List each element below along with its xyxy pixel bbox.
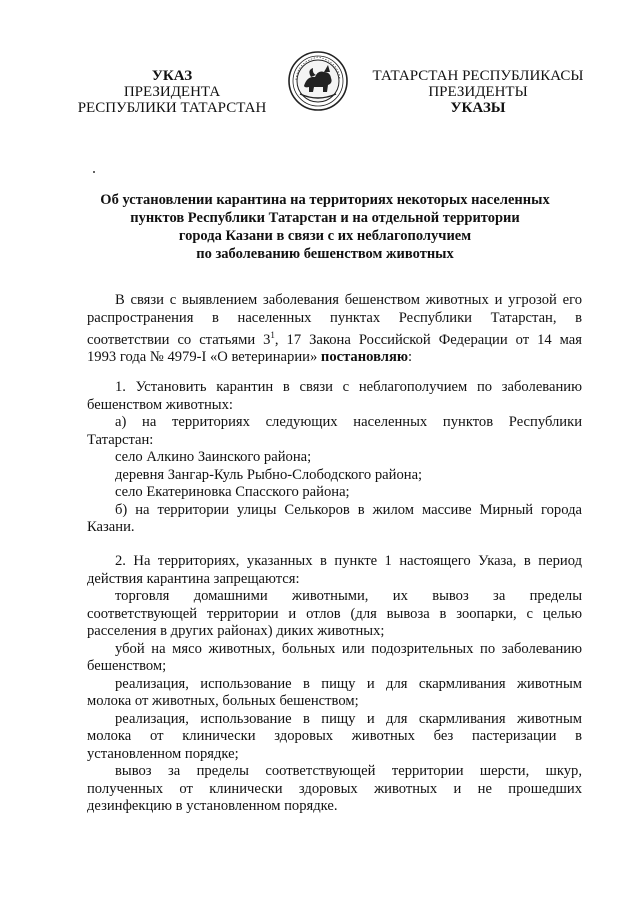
header-left-line2: ПРЕЗИДЕНТА (123, 84, 221, 100)
header-right (363, 68, 593, 116)
item2-p3-line2: молока от животных, больных бешенством; (87, 693, 359, 709)
preamble-line2: распространения в населенных пунктах Республики Татарстан, в (87, 309, 582, 326)
item2-p5-line1: вывоз за пределы соответствующей территории шерсти, шкур, (115, 763, 582, 779)
item2-p1-line1: торговля домашними животными, их вывоз за пределы (115, 588, 582, 604)
preamble-line3-b: , 17 Закона Российской Федерации от 14 мая (274, 331, 582, 348)
item2-p4-line3: установленном порядке; (87, 745, 239, 762)
header-left-line1: УКАЗ (151, 68, 193, 84)
item1-place1: село Алкино Заинского района; (115, 449, 312, 465)
title-line3: города Казани в связи с их неблагополучием (178, 228, 472, 244)
item2-p3-line1: реализация, использование в пищу и для скармливания животным (115, 675, 582, 692)
coat-of-arms-seal-icon (287, 50, 349, 112)
preamble-line1: В связи с выявлением заболевания бешенством животных и угрозой его (115, 292, 582, 308)
item1-b-line1: б) на территории улицы Селькоров в жилом массиве Мирный города (115, 501, 582, 518)
preamble-line3 (87, 327, 582, 349)
item-2 (87, 553, 582, 816)
header-right-line3: УКАЗЫ (450, 100, 506, 116)
decree-title (60, 191, 590, 263)
preamble-line4-c: : (408, 349, 413, 366)
item2-p2-line2: бешенством; (87, 658, 167, 674)
preamble-line4-a: 1993 года № 4979-I «О ветеринарии» (87, 349, 321, 366)
item1-place2: деревня Зангар-Куль Рыбно-Слободского района; (115, 466, 423, 483)
preamble-line3-a: соответствии со статьями 3 (87, 331, 271, 348)
item1-b-line2: Казани. (87, 519, 135, 535)
resolve-word: постановляю (320, 349, 408, 366)
item-1 (87, 379, 582, 537)
item1-line1: 1. Установить карантин в связи с неблагополучием по заболеванию (115, 379, 582, 395)
header-left (72, 68, 272, 116)
title-line1: Об установлении карантина на территориях некоторых населенных (100, 192, 550, 208)
item2-line2: действия карантина запрещаются: (87, 570, 300, 587)
item1-a-line1: а) на территориях следующих населенных пунктов Республики (115, 414, 582, 430)
item2-p4-line1: реализация, использование в пищу и для скармливания животным (115, 710, 582, 727)
title-line4: по заболеванию бешенством животных (196, 246, 454, 262)
item2-p5-line3: дезинфекцию в установленном порядке. (87, 798, 338, 814)
item1-place3: село Екатериновка Спасского района; (115, 484, 350, 500)
item2-p2-line1: убой на мясо животных, больных или подозрительных по заболеванию (115, 640, 582, 657)
item1-a-line2: Татарстан: (87, 431, 154, 448)
item1-line2: бешенством животных: (87, 396, 233, 413)
header-left-line3: РЕСПУБЛИКИ ТАТАРСТАН (77, 100, 267, 116)
item2-p1-line3: расселения в других районах) диких животных; (87, 623, 385, 639)
item2-line1: 2. На территориях, указанных в пункте 1 настоящего Указа, в период (115, 553, 582, 569)
item2-p5-line2: полученных от клинически здоровых животных и не прошедших (87, 780, 582, 797)
scan-speck (93, 171, 95, 173)
header-right-line2: ПРЕЗИДЕНТЫ (428, 84, 528, 100)
header-right-line1: ТАТАРСТАН РЕСПУБЛИКАСЫ (372, 68, 584, 84)
preamble (87, 292, 582, 367)
preamble-line4 (87, 349, 582, 367)
preamble-superscript: 1 (270, 330, 275, 340)
title-line2: пунктов Республики Татарстан и на отдельной территории (130, 210, 520, 226)
item2-p4-line2: молока от клинически здоровых животных без пастеризации в (87, 728, 582, 744)
item2-p1-line2: соответствующей территории и отлов (для вывоза в зоопарки, с целью (87, 605, 582, 622)
